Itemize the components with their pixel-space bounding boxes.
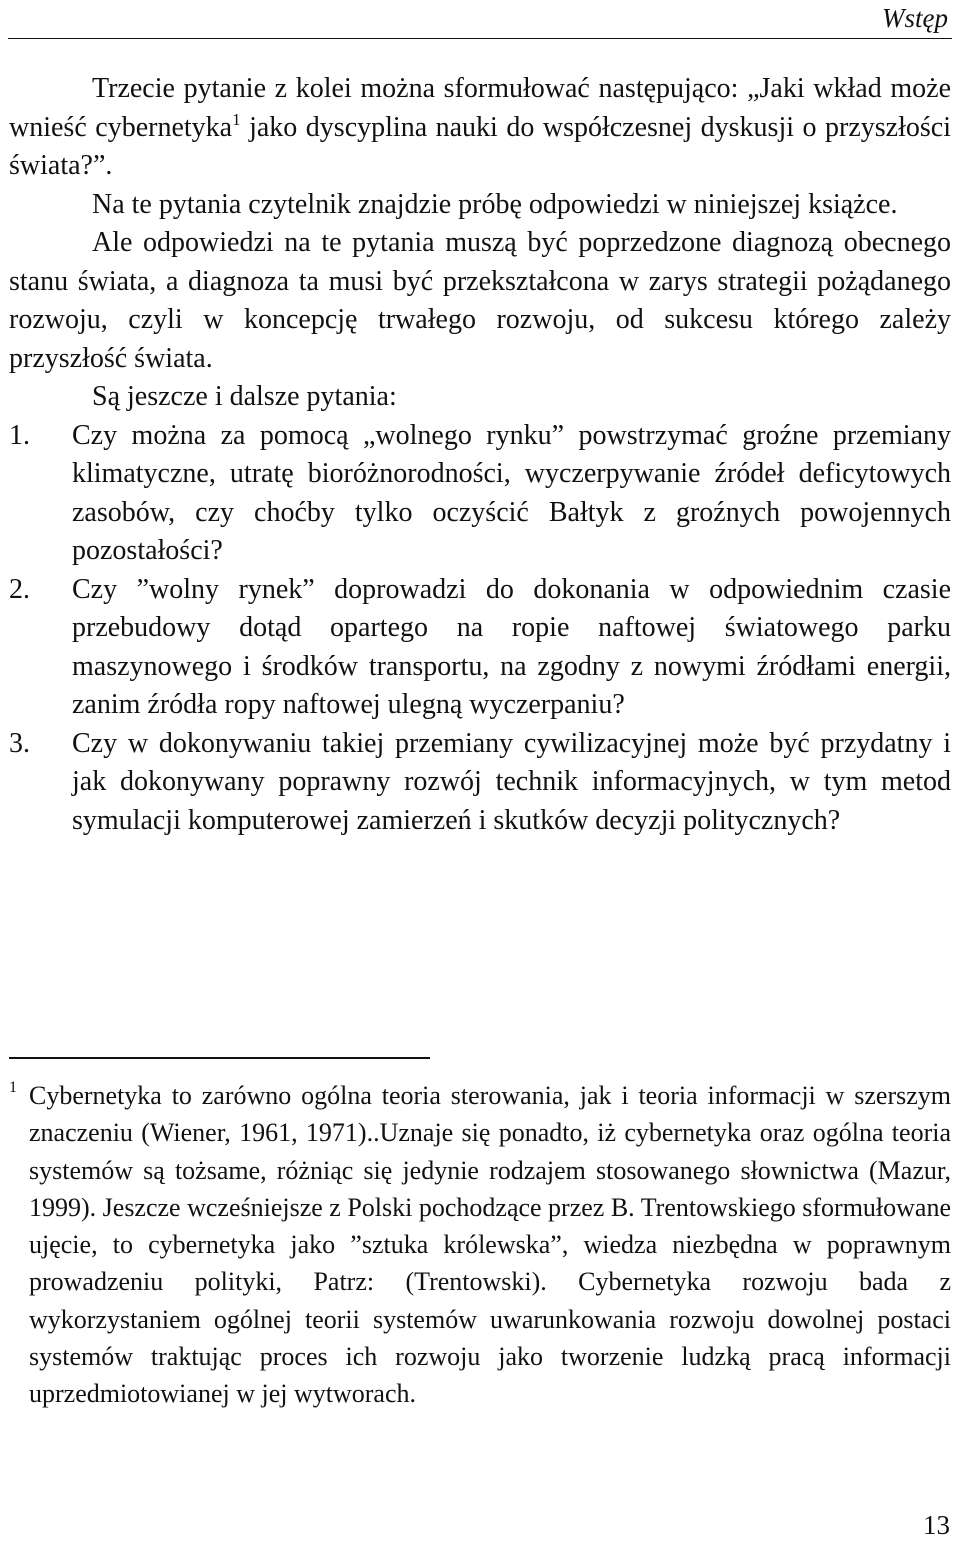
list-item-number: 3. bbox=[9, 727, 30, 759]
list-item bbox=[9, 725, 951, 841]
list-item-text: Czy w dokonywaniu takiej przemiany cywilizacyjnej może być przydatny i jak dokonywany poprawny rozwój technik informacyjnych, w tym metod symulacji komputerowej zamierzeń i skutków decyzji politycznych? bbox=[72, 727, 951, 836]
paragraph-1 bbox=[9, 70, 951, 186]
list-item-number: 2. bbox=[9, 573, 30, 605]
footnote bbox=[9, 1077, 951, 1413]
list-item bbox=[9, 571, 951, 725]
footnote-text: Cybernetyka to zarówno ogólna teoria sterowania, jak i teoria informacji w szerszym znaczeniu (Wiener, 1961, 1971)..Uznaje się ponadto, iż cybernetyka oraz ogólna teoria systemów są tożsame, różniąc się jedynie rodzajem stosowanego słownictwa (Mazur, 1999). Jeszcze wcześniejsze z Polski pochodzące przez B. Trentowskiego sformułowane ujęcie, to cybernetyka jako ”sztuka królewska”, wiedza niezbędna w poprawnym prowadzeniu polityki, Patrz: (Trentowski). Cybernetyka rozwoju bada z wykorzystaniem ogólnej teorii systemów uwarunkowania rozwoju dowolnej postaci systemów traktując proces ich rozwoju jako tworzenie ludzką pracą informacji uprzedmiotowianej w jej wytworach. bbox=[29, 1081, 951, 1409]
paragraph-4: Są jeszcze i dalsze pytania: bbox=[92, 381, 397, 412]
question-list bbox=[9, 417, 951, 841]
list-item-text: Czy można za pomocą „wolnego rynku” powstrzymać groźne przemiany klimatyczne, utratę bioróżnorodności, wyczerpywanie źródeł deficytowych zasobów, czy choćby tylko oczyścić Bałtyk z groźnych powojennych pozostałości? bbox=[72, 419, 951, 566]
footnote-paragraph: 1 Cybernetyka to zarówno ogólna teoria sterowania, jak i teoria informacji w szerszym znaczeniu (Wiener, 1961, 1971)..Uznaje się ponadto, iż cybernetyka oraz ogólna teoria systemów są tożsame, różniąc się jedynie rodzajem stosowanego słownictwa (Mazur, 1999). Jeszcze wcześniejsze z Polski pochodzące przez B. Trentowskiego sformułowane ujęcie, to cybernetyka jako ”sztuka królewska”, wiedza niezbędna w poprawnym prowadzeniu polityki, Patrz: (Trentowski). Cybernetyka rozwoju bada z wykorzystaniem ogólnej teorii systemów uwarunkowania rozwoju dowolnej postaci systemów traktując proces ich rozwoju jako tworzenie ludzką pracą informacji uprzedmiotowianej w jej wytworach. bbox=[9, 1079, 951, 1409]
footnote-reference[interactable]: 1 bbox=[232, 109, 241, 129]
running-header bbox=[8, 0, 952, 39]
list-item-text: Czy ”wolny rynek” doprowadzi do dokonania w odpowiednim czasie przebudowy dotąd opartego na ropie naftowej światowego parku maszynowego i środków transportu, na zgodny z nowymi źródłami energii, zanim źródła ropy naftowej ulegną wyczerpaniu? bbox=[72, 573, 951, 720]
paragraph-1-continued: jako dyscyplina nauki do współczesnej dyskusji o przyszłości świata?”. bbox=[9, 111, 951, 181]
footnote-separator bbox=[9, 1057, 430, 1059]
page-number: 13 bbox=[923, 1510, 950, 1540]
list-item-number: 1. bbox=[9, 419, 30, 451]
chapter-title: Wstęp bbox=[882, 3, 948, 33]
paragraph-2: Na te pytania czytelnik znajdzie próbę odpowiedzi w niniejszej książce. bbox=[92, 188, 898, 220]
paragraph-3: Ale odpowiedzi na te pytania muszą być poprzedzone diagnozą obecnego stanu świata, a diagnoza ta musi być przekształcona w zarys strategii pożądanego rozwoju, czyli w koncepcję trwałego rozwoju, od sukcesu którego zależy przyszłość świata. bbox=[9, 227, 951, 374]
list-item bbox=[9, 417, 951, 571]
main-text bbox=[9, 70, 951, 840]
paragraph-1-text: Trzecie pytanie z kolei można sformułować następująco: „Jaki wkład może wnieść cybernetyka bbox=[9, 73, 951, 143]
